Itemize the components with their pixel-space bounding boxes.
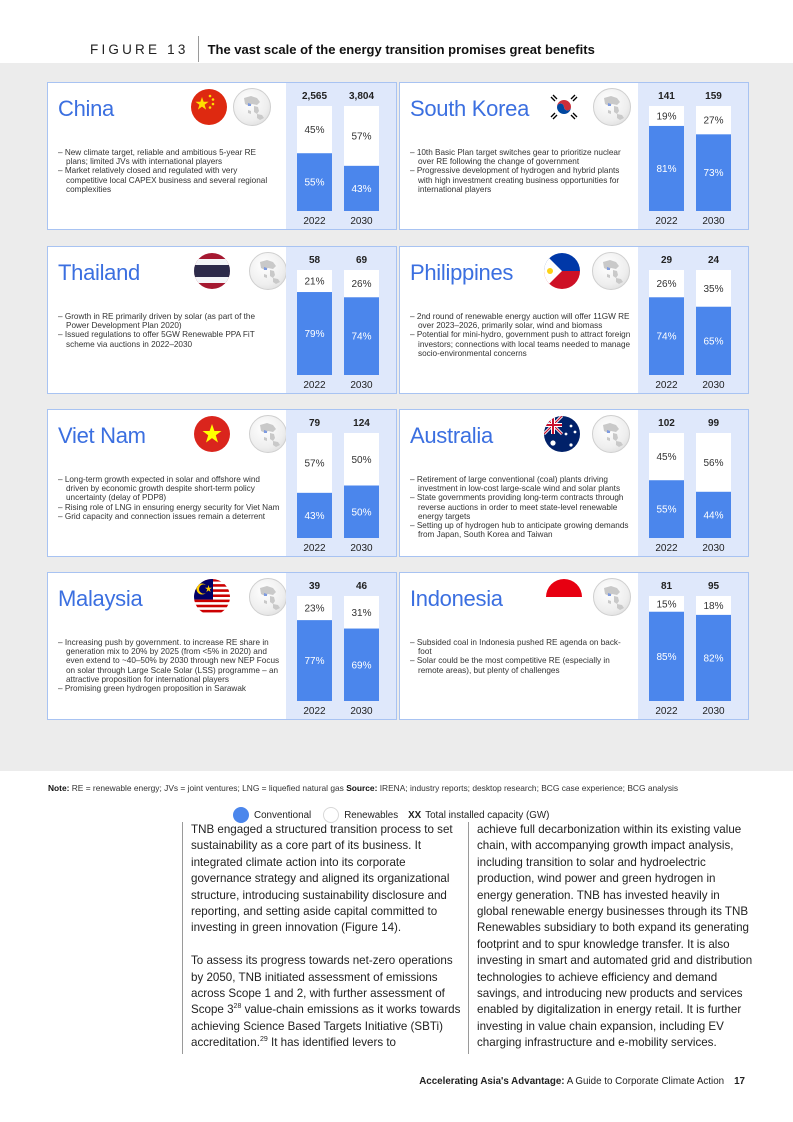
note-label: Note: <box>48 783 70 793</box>
conventional-share-label: 43% <box>351 183 372 195</box>
renewables-share-label: 45% <box>656 452 677 464</box>
bullet-list <box>58 148 280 194</box>
total-capacity-label: 102 <box>658 418 675 429</box>
year-tick-label: 2022 <box>303 543 326 554</box>
china-flag-icon <box>191 89 227 125</box>
renewables-share-label: 31% <box>351 607 372 619</box>
indonesia-flag-icon <box>546 579 582 615</box>
stacked-bar-chart <box>638 410 748 556</box>
country-name: South Korea <box>410 96 530 121</box>
country-name: Thailand <box>58 260 140 285</box>
australia-flag-icon <box>544 416 580 452</box>
bullet-item: – 10th Basic Plan target switches gear to prioritize nuclear over RE following the change of government <box>410 148 621 167</box>
year-tick-label: 2030 <box>702 216 725 227</box>
conventional-share-label: 65% <box>703 336 724 348</box>
bullet-item: – Progressive development of hydrogen and hybrid plants with high investment creating business opportunities for international players <box>410 166 620 194</box>
country-name: Indonesia <box>410 586 503 611</box>
capacity-chart <box>638 247 748 393</box>
bullet-item: – Issued regulations to offer 5GW Renewable PPA FiT scheme via auctions in 2022–2030 <box>58 330 255 349</box>
year-tick-label: 2022 <box>655 216 678 227</box>
conventional-share-label: 43% <box>304 510 325 522</box>
globe-map-icon <box>233 88 271 126</box>
year-tick-label: 2030 <box>702 380 725 391</box>
renewables-share-label: 56% <box>703 457 724 469</box>
renewables-share-label: 57% <box>304 458 325 470</box>
stacked-bar-chart <box>286 573 396 719</box>
bullet-item: – State governments providing long-term contracts through reverse auctions in order to meet state-level renewable energy targets <box>410 493 624 521</box>
country-card <box>47 409 397 557</box>
figure-header <box>90 34 595 64</box>
footnote-ref[interactable]: 29 <box>259 1036 268 1044</box>
thailand-flag-icon <box>194 253 230 289</box>
country-card <box>399 409 749 557</box>
renewables-share-label: 26% <box>656 279 677 291</box>
source-label: Source: <box>346 783 378 793</box>
footer-publication-title: Accelerating Asia's Advantage: <box>419 1076 565 1087</box>
total-capacity-label: 99 <box>707 418 720 429</box>
renewables-share-label: 45% <box>304 125 325 137</box>
malaysia-flag-icon <box>194 579 230 615</box>
footnote-ref[interactable]: 28 <box>233 1003 242 1011</box>
conventional-share-label: 55% <box>656 504 677 516</box>
globe-map-icon <box>592 252 630 290</box>
bullet-list <box>58 638 280 693</box>
year-tick-label: 2030 <box>702 543 725 554</box>
country-name: Viet Nam <box>58 423 146 448</box>
conventional-share-label: 50% <box>351 507 372 519</box>
total-capacity-label: 124 <box>353 418 370 429</box>
stacked-bar-chart <box>286 410 396 556</box>
renewables-share-label: 18% <box>703 600 724 612</box>
year-tick-label: 2022 <box>303 216 326 227</box>
globe-map-icon <box>249 415 287 453</box>
renewables-share-label: 19% <box>656 111 677 123</box>
country-name: Malaysia <box>58 586 143 611</box>
legend-xx-marker: XX <box>408 809 422 821</box>
body-paragraph: TNB engaged a structured transition process to set sustainability as a core part of its business. It integrated climate action into its corporate governance strategy and aligned its organizational structure, introducing sustainability disclosure and reporting, and setting aside capital committed to investing in green innovation (Figure 14). <box>191 823 453 935</box>
page-number: 17 <box>734 1076 745 1087</box>
country-description <box>400 573 638 719</box>
bullet-item: – 2nd round of renewable energy auction will offer 11GW RE over 2023–2026, primarily solar, wind and biomass <box>410 312 630 331</box>
bullet-list <box>410 475 632 539</box>
total-capacity-label: 46 <box>355 581 368 592</box>
year-tick-label: 2022 <box>655 543 678 554</box>
total-capacity-label: 141 <box>658 91 675 102</box>
country-description <box>48 573 286 719</box>
conventional-share-label: 79% <box>304 329 325 341</box>
globe-map-icon <box>249 578 287 616</box>
country-name: China <box>58 96 114 121</box>
conventional-share-label: 74% <box>656 331 677 343</box>
country-card <box>399 246 749 394</box>
globe-map-icon <box>249 252 287 290</box>
bullet-item: – Long-term growth expected in solar and offshore wind driven by economic growth despite short-term policy uncertainty (delay of PDP8) <box>58 475 260 503</box>
bullet-item: – Potential for mini-hydro, government push to attract foreign investors; connections with local teams needed to manage socio-environmental concerns <box>410 330 631 358</box>
legend-renewables-swatch <box>323 807 339 823</box>
body-paragraph: achieve full decarbonization within its existing value chain, with accompanying growth impact analysis, including transition to solar and hydroelectric production, wind power and green hydrogen in energy generation. TNB has invested heavily in global renewable energy businesses through its TNB Renewables subsidiary to both expand its generating footprint and to spur knowledge transfer. It is also investing in smart and automated grid and distribution technologies to achieve efficiency and demand savings, and introducing new products and services enabled by digitalization in energy retail. It is further investing in value chain expansion, including EV charging infrastructure and e-mobility services. <box>477 823 753 1050</box>
bullet-item: – Setting up of hydrogen hub to anticipate growing demands from Japan, South Korea and Taiwan <box>410 521 629 540</box>
capacity-chart <box>638 410 748 556</box>
year-tick-label: 2022 <box>655 380 678 391</box>
note-text: RE = renewable energy; JVs = joint ventures; LNG = liquefied natural gas <box>71 783 344 793</box>
conventional-share-label: 44% <box>703 510 724 522</box>
total-capacity-label: 79 <box>308 418 321 429</box>
total-capacity-label: 159 <box>705 91 722 102</box>
total-capacity-label: 3,804 <box>348 91 375 102</box>
header-divider <box>198 36 199 62</box>
globe-map-icon <box>592 415 630 453</box>
bullet-item: – New climate target, reliable and ambitious 5-year RE plans; limited JVs with international players <box>58 148 256 167</box>
legend-conventional-label: Conventional <box>254 809 312 821</box>
bullet-item: – Promising green hydrogen proposition in Sarawak <box>58 684 246 694</box>
bullet-item: – Grid capacity and connection issues remain a deterrent <box>58 511 266 521</box>
renewables-share-label: 27% <box>703 115 724 127</box>
conventional-share-label: 73% <box>703 168 724 180</box>
renewables-share-label: 26% <box>351 279 372 291</box>
stacked-bar-chart <box>638 573 748 719</box>
country-card <box>399 82 749 230</box>
total-capacity-label: 29 <box>660 255 673 266</box>
year-tick-label: 2030 <box>350 216 373 227</box>
bullet-item: – Subsided coal in Indonesia pushed RE agenda on back-foot <box>410 638 621 657</box>
legend-conventional-swatch <box>233 807 249 823</box>
bullet-item: – Growth in RE primarily driven by solar (as part of the Power Development Plan 2020) <box>58 312 256 331</box>
globe-map-icon <box>593 88 631 126</box>
country-description <box>400 247 638 393</box>
figure-title: The vast scale of the energy transition promises great benefits <box>207 41 595 57</box>
capacity-chart <box>286 247 396 393</box>
bullet-item: – Increasing push by government. to increase RE share in generation mix to 20% by 2025 (from <5% in 2020) and even extend to ~40–50% by 2030 through new NEP Focus on solar through Large Scale Solar (LSS) programme – an attractive proposition for international players <box>58 638 280 684</box>
conventional-share-label: 77% <box>304 656 325 668</box>
year-tick-label: 2022 <box>303 380 326 391</box>
year-tick-label: 2030 <box>702 706 725 717</box>
country-description <box>400 83 638 229</box>
year-tick-label: 2030 <box>350 543 373 554</box>
total-capacity-label: 2,565 <box>301 91 328 102</box>
total-capacity-label: 95 <box>707 581 720 592</box>
stacked-bar-chart <box>638 247 748 393</box>
total-capacity-label: 81 <box>660 581 673 592</box>
body-paragraph: To assess its progress towards net-zero operations by 2050, TNB initiated assessment of emissions across Scope 1 and 2, with further assessment of Scope $3^{28}$ value-chain emissions as it works towards achieving Science Based Targets Initiative (SBTi) accreditation.$^{29}$ It has identified levers to <box>191 954 461 1050</box>
country-name: Australia <box>410 423 493 448</box>
capacity-chart <box>286 83 396 229</box>
country-description <box>48 247 286 393</box>
capacity-chart <box>638 573 748 719</box>
capacity-chart <box>638 83 748 229</box>
conventional-share-label: 74% <box>351 331 372 343</box>
country-card <box>47 572 397 720</box>
conventional-share-label: 55% <box>304 177 325 189</box>
country-description <box>48 410 286 556</box>
legend-renewables-label: Renewables <box>344 809 399 821</box>
country-card <box>47 82 397 230</box>
page-footer <box>419 1076 745 1087</box>
renewables-share-label: 15% <box>656 599 677 611</box>
renewables-share-label: 35% <box>703 283 724 295</box>
total-capacity-label: 58 <box>308 255 321 266</box>
body-column-1 <box>182 822 467 1054</box>
country-description <box>48 83 286 229</box>
body-column-2 <box>468 822 753 1054</box>
renewables-share-label: 23% <box>304 603 325 615</box>
viet-nam-flag-icon <box>194 416 230 452</box>
bullet-item: – Solar could be the most competitive RE (especially in remote areas), but plenty of challenges <box>410 656 610 675</box>
country-card <box>47 246 397 394</box>
bullet-list <box>410 312 632 358</box>
stacked-bar-chart <box>286 83 396 229</box>
year-tick-label: 2030 <box>350 706 373 717</box>
legend-total-label: Total installed capacity (GW) <box>425 809 550 821</box>
conventional-share-label: 69% <box>351 660 372 672</box>
bullet-item: – Market relatively closed and regulated with very competitive local CAPEX business and several regional complexities <box>58 166 268 194</box>
south-korea-flag-icon <box>546 89 582 125</box>
country-description <box>400 410 638 556</box>
footer-publication-subtitle: A Guide to Corporate Climate Action <box>564 1076 725 1087</box>
conventional-share-label: 82% <box>703 653 724 665</box>
bullet-item: – Retirement of large conventional (coal) plants driving investment in low-cost large-scale wind and solar plants <box>410 475 621 494</box>
renewables-share-label: 50% <box>351 454 372 466</box>
total-capacity-label: 39 <box>308 581 321 592</box>
total-capacity-label: 24 <box>707 255 720 266</box>
philippines-flag-icon <box>544 253 580 289</box>
figure-note <box>48 783 678 793</box>
year-tick-label: 2030 <box>350 380 373 391</box>
renewables-share-label: 57% <box>351 131 372 143</box>
stacked-bar-chart <box>638 83 748 229</box>
stacked-bar-chart <box>286 247 396 393</box>
bullet-list <box>410 638 632 675</box>
year-tick-label: 2022 <box>303 706 326 717</box>
bullet-list <box>410 148 632 194</box>
conventional-share-label: 81% <box>656 163 677 175</box>
figure-number: FIGURE 13 <box>90 41 189 57</box>
conventional-share-label: 85% <box>656 651 677 663</box>
source-text: IRENA; industry reports; desktop research; BCG case experience; BCG analysis <box>379 783 679 793</box>
country-card <box>399 572 749 720</box>
bullet-list <box>58 312 280 349</box>
bullet-item: – Rising role of LNG in ensuring energy security for Viet Nam <box>58 502 280 512</box>
year-tick-label: 2022 <box>655 706 678 717</box>
capacity-chart <box>286 410 396 556</box>
bullet-list <box>58 475 280 521</box>
total-capacity-label: 69 <box>355 255 368 266</box>
globe-map-icon <box>593 578 631 616</box>
capacity-chart <box>286 573 396 719</box>
country-name: Philippines <box>410 260 514 285</box>
renewables-share-label: 21% <box>304 276 325 288</box>
